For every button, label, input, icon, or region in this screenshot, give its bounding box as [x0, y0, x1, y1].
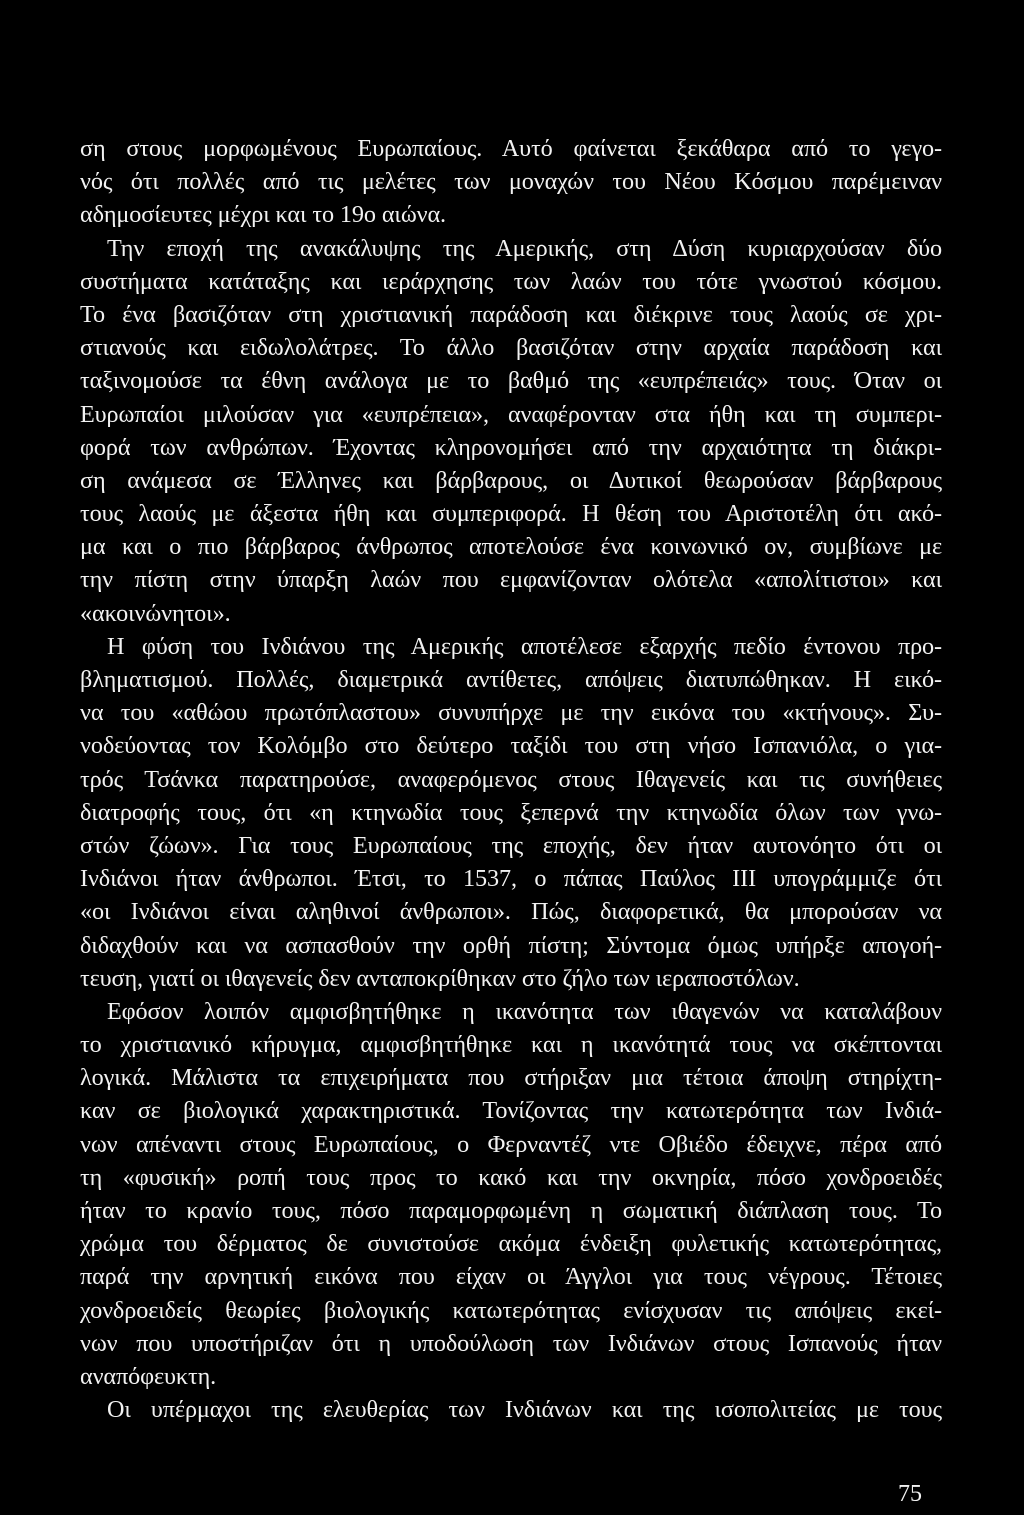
text-line: να του «αθώου πρωτόπλαστου» συνυπήρχε με την εικόνα του «κτήνους». Συ-: [80, 699, 942, 727]
text-line: Εφόσον λοιπόν αμφισβητήθηκε η ικανότητα των ιθαγενών να καταλάβουν: [107, 997, 942, 1025]
text-line: ήταν το κρανίο τους, πόσο παραμορφωμένη η σωματική διάπλαση τους. Το: [80, 1197, 942, 1224]
text-line: «ακοινώνητοι».: [80, 599, 231, 627]
text-line: αδημοσίευτες μέχρι και το 19ο αιώνα.: [80, 201, 446, 229]
text-line: χονδροειδείς θεωρίες βιολογικής κατωτερότητας ενίσχυσαν τις απόψεις εκεί-: [80, 1296, 942, 1324]
text-line: λογικά. Μάλιστα τα επιχειρήματα που στήριξαν μια τέτοια άποψη στηρίχτη-: [80, 1064, 942, 1092]
text-line: Ευρωπαίοι μιλούσαν για «ευπρέπεια», αναφέρονταν στα ήθη και τη συμπερι-: [80, 400, 942, 428]
text-line: νοδεύοντας τον Κολόμβο στο δεύτερο ταξίδι του στη νήσο Ισπανιόλα, ο για-: [80, 732, 942, 760]
text-line: Το ένα βασιζόταν στη χριστιανική παράδοση και διέκρινε τους λαούς σε χρι-: [80, 300, 942, 328]
page-text-body: [80, 132, 942, 1426]
text-line: Η φύση του Ινδιάνου της Αμερικής αποτέλεσε εξαρχής πεδίο έντονου προ-: [107, 632, 942, 660]
text-line: ση ανάμεσα σε Έλληνες και βάρβαρους, οι Δυτικοί θεωρούσαν βάρβαρους: [80, 466, 942, 494]
text-line: συστήματα κατάταξης και ιεράρχησης των λαών του τότε γνωστού κόσμου.: [80, 267, 942, 295]
text-line: μα και ο πιο βάρβαρος άνθρωπος αποτελούσε ένα κοινωνικό ον, συμβίωνε με: [80, 533, 942, 561]
text-line: βληματισμού. Πολλές, διαμετρικά αντίθετες, απόψεις διατυπώθηκαν. Η εικό-: [80, 666, 942, 693]
text-line: «οι Ινδιάνοι είναι αληθινοί άνθρωποι». Πώς, διαφορετικά, θα μπορούσαν να: [80, 898, 942, 926]
text-line: νων που υποστήριζαν ότι η υποδούλωση των Ινδιάνων στους Ισπανούς ήταν: [80, 1329, 942, 1357]
text-line: Οι υπέρμαχοι της ελευθερίας των Ινδιάνων και της ισοπολιτείας με τους: [107, 1396, 942, 1424]
text-line: διδαχθούν και να ασπασθούν την ορθή πίστη; Σύντομα όμως υπήρξε απογοή-: [80, 931, 942, 959]
text-line: νός ότι πολλές από τις μελέτες των μοναχών του Νέου Κόσμου παρέμειναν: [80, 168, 942, 196]
text-line: καν σε βιολογικά χαρακτηριστικά. Τονίζοντας την κατωτερότητα των Ινδιά-: [80, 1097, 942, 1125]
text-line: Ινδιάνοι ήταν άνθρωποι. Έτσι, το 1537, ο πάπας Παύλος ΙΙΙ υπογράμμιζε ότι: [80, 865, 942, 893]
text-line: τρός Τσάνκα παρατηρούσε, αναφερόμενος στους Ιθαγενείς και τις συνήθειες: [80, 765, 942, 793]
text-line: τευση, γιατί οι ιθαγενείς δεν ανταποκρίθηκαν στο ζήλο των ιεραποστόλων.: [80, 964, 800, 992]
text-line: στιανούς και ειδωλολάτρες. Το άλλο βασιζόταν στην αρχαία παράδοση και: [80, 334, 942, 362]
text-line: χρώμα του δέρματος δε συνιστούσε ακόμα ένδειξη φυλετικής κατωτερότητας,: [80, 1230, 942, 1258]
text-line: την πίστη στην ύπαρξη λαών που εμφανίζονταν ολότελα «απολίτιστοι» και: [80, 566, 942, 594]
text-line: το χριστιανικό κήρυγμα, αμφισβητήθηκε και η ικανότητά τους να σκέπτονται: [80, 1031, 942, 1059]
text-line: ση στους μορφωμένους Ευρωπαίους. Αυτό φαίνεται ξεκάθαρα από το γεγο-: [80, 135, 942, 162]
text-line: αναπόφευκτη.: [80, 1362, 217, 1390]
text-line: Την εποχή της ανακάλυψης της Αμερικής, στη Δύση κυριαρχούσαν δύο: [107, 234, 942, 262]
text-line: τη «φυσική» ροπή τους προς το κακό και την οκνηρία, πόσο χονδροειδές: [80, 1163, 942, 1191]
page-number: 75: [898, 1481, 922, 1507]
text-line: παρά την αρνητική εικόνα που είχαν οι Άγγλοι για τους νέγρους. Τέτοιες: [80, 1263, 942, 1291]
text-line: τους λαούς με άξεστα ήθη και συμπεριφορά. Η θέση του Αριστοτέλη ότι ακό-: [80, 500, 942, 528]
text-line: διατροφής τους, ότι «η κτηνωδία τους ξεπερνά την κτηνωδία όλων των γνω-: [80, 798, 942, 826]
text-line: φορά των ανθρώπων. Έχοντας κληρονομήσει από την αρχαιότητα τη διάκρι-: [80, 433, 942, 461]
text-line: νων απέναντι στους Ευρωπαίους, ο Φερναντέζ ντε Οβιέδο έδειχνε, πέρα από: [80, 1130, 942, 1158]
text-line: ταξινομούσε τα έθνη ανάλογα με το βαθμό της «ευπρέπειάς» τους. Όταν οι: [80, 367, 942, 395]
text-line: στών ζώων». Για τους Ευρωπαίους της εποχής, δεν ήταν αυτονόητο ότι οι: [80, 831, 942, 859]
